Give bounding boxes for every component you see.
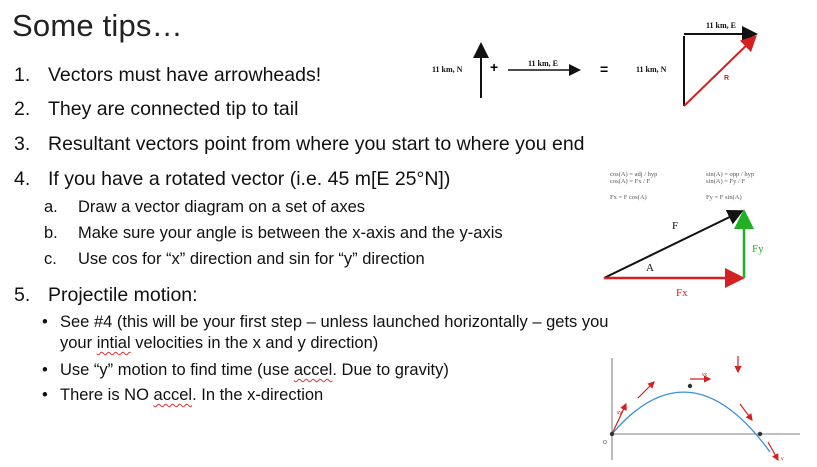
slide-title: Some tips… <box>12 8 183 43</box>
cos-formula-1: cos(A) = adj / hyp <box>610 171 658 178</box>
subtip-c <box>44 250 425 269</box>
y-component-label: Fy <box>752 243 764 255</box>
tip-number: 5. <box>14 284 31 306</box>
bullet-text: There is NO <box>60 386 154 404</box>
bullet-text: Use “y” motion to find time (use <box>60 361 294 379</box>
origin-label: O <box>603 440 607 446</box>
vx-label: vx <box>702 372 707 378</box>
subtip-text: Make sure your angle is between the x-axis and the y-axis <box>78 224 503 242</box>
plus-sign: + <box>490 59 499 75</box>
bullet-text: . Due to gravity) <box>332 361 449 379</box>
subtip-letter: c. <box>44 250 57 268</box>
fall-velocity-vector <box>740 404 752 420</box>
misspelled-word: accel <box>153 386 193 404</box>
bullet-symbol: • <box>42 361 48 379</box>
north-vector-label: 11 km, N <box>432 65 463 74</box>
cos-formula-2: cos(A) = Fx / F <box>610 178 651 185</box>
angle-label: A <box>646 262 654 274</box>
projectile-motion-diagram <box>600 352 805 464</box>
tip-number: 2. <box>14 98 31 120</box>
vy-label: vy <box>617 410 622 416</box>
peak-point <box>688 384 692 388</box>
bullet-text: velocities in the x and y direction) <box>130 334 379 352</box>
tip-text: If you have a rotated vector (i.e. 45 m[E 25°N]) <box>48 168 451 190</box>
subtip-letter: a. <box>44 198 58 216</box>
bullet-text: . In the x-direction <box>192 386 324 404</box>
bullet-1-line-1 <box>42 313 608 332</box>
origin-point <box>610 432 614 436</box>
sin-formula-2: sin(A) = Fy / F <box>706 178 746 185</box>
vector-addition-diagram <box>420 10 760 115</box>
tip-number: 3. <box>14 133 31 155</box>
tip-number: 4. <box>14 168 31 190</box>
rise-velocity-vector <box>638 382 654 398</box>
subtip-a <box>44 198 365 217</box>
launch-velocity-vector <box>612 404 626 434</box>
resultant-label: R <box>724 75 730 82</box>
tip-item-4 <box>14 168 450 191</box>
v-label: v <box>781 456 784 462</box>
bullet-text: See #4 (this will be your first step – unless launched horizontally – gets you <box>60 313 609 331</box>
tip-item-1 <box>14 64 321 87</box>
trig-components-diagram <box>600 168 800 308</box>
subtip-text: Use cos for “x” direction and sin for “y” direction <box>78 250 425 268</box>
x-component-label: Fx <box>676 287 688 299</box>
landing-point <box>758 432 762 436</box>
tip-item-2 <box>14 98 298 121</box>
cos-formula-3: Fx = F cos(A) <box>610 194 647 201</box>
bullet-3 <box>42 386 323 405</box>
tip-number: 1. <box>14 64 31 86</box>
hypotenuse-label: F <box>672 220 679 232</box>
misspelled-word: intial <box>96 334 131 352</box>
tip-item-5 <box>14 284 198 307</box>
bullet-text: your <box>60 334 97 352</box>
subtip-letter: b. <box>44 224 58 242</box>
bullet-2 <box>42 361 449 380</box>
trajectory-path <box>612 392 770 452</box>
sin-formula-3: Fy = F sin(A) <box>706 194 742 201</box>
sin-formula-1: sin(A) = opp / hyp <box>706 171 755 178</box>
tip-text: Projectile motion: <box>48 284 198 306</box>
result-east-label: 11 km, E <box>706 21 737 30</box>
resultant-arrow <box>684 38 754 106</box>
tip-text: They are connected tip to tail <box>48 98 299 120</box>
tip-text: Resultant vectors point from where you start to where you end <box>48 133 585 155</box>
misspelled-word: accel <box>293 361 333 379</box>
bullet-symbol: • <box>42 313 48 331</box>
east-vector-label: 11 km, E <box>528 59 559 68</box>
bullet-symbol: • <box>42 386 48 404</box>
tip-item-3 <box>14 133 585 156</box>
subtip-b <box>44 224 503 243</box>
subtip-text: Draw a vector diagram on a set of axes <box>78 198 366 216</box>
equals-sign: = <box>600 61 609 77</box>
tip-text: Vectors must have arrowheads! <box>48 64 322 86</box>
result-north-label: 11 km, N <box>636 65 667 74</box>
bullet-1-line-2 <box>60 334 378 353</box>
